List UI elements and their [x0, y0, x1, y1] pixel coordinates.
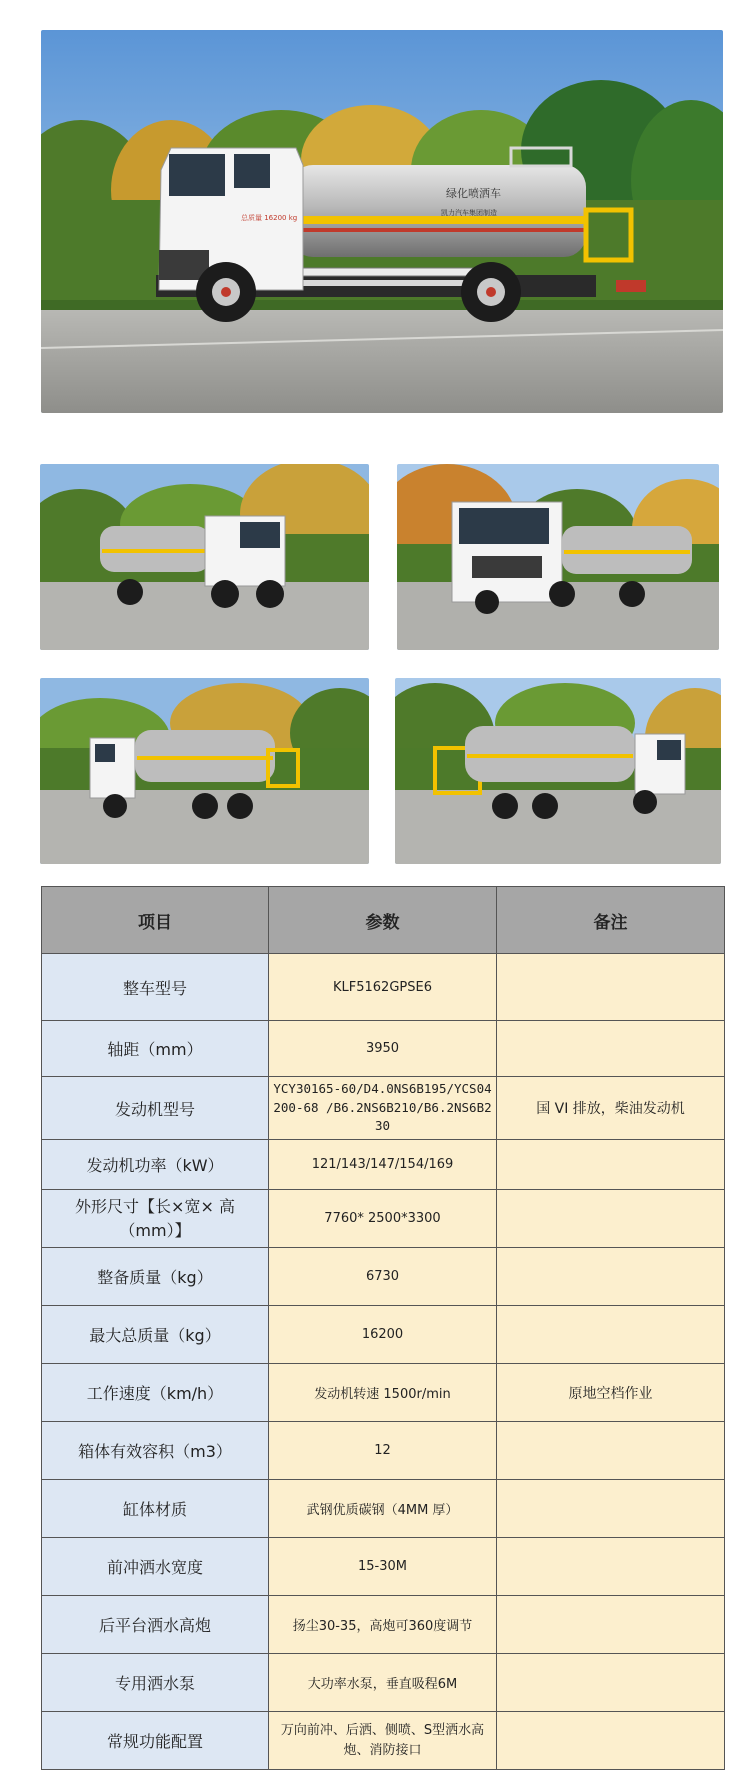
truck-photo-right-rear [395, 678, 721, 864]
note-cell [497, 1248, 725, 1306]
table-row [42, 1596, 725, 1654]
note-cell [497, 1306, 725, 1364]
table-row [42, 1422, 725, 1480]
item-cell: 发动机型号 [42, 1077, 269, 1140]
item-cell: 轴距（mm） [42, 1021, 269, 1077]
value-cell: 扬尘30-35，高炮可360度调节 [269, 1596, 497, 1654]
table-row [42, 1077, 725, 1140]
table-row [42, 1248, 725, 1306]
value-cell: 万向前冲、后洒、侧喷、S型洒水高炮、消防接口 [269, 1712, 497, 1770]
value-cell: 3950 [269, 1021, 497, 1077]
item-cell: 外形尺寸【长×宽× 高（mm）】 [42, 1190, 269, 1248]
item-cell: 常规功能配置 [42, 1712, 269, 1770]
header-item: 项目 [42, 887, 269, 954]
hero-truck-photo [41, 30, 723, 413]
table-row [42, 1306, 725, 1364]
truck-illustration [156, 148, 646, 322]
value-cell: 16200 [269, 1306, 497, 1364]
value-cell: 12 [269, 1422, 497, 1480]
note-cell [497, 1480, 725, 1538]
table-header-row [42, 887, 725, 954]
spec-table [41, 886, 725, 1770]
value-cell: YCY30165-60/D4.0NS6B195/YCS04200-68 /B6.2NS6B210/B6.2NS6B230 [269, 1077, 497, 1140]
tank-title: 绿化喷洒车 [446, 187, 501, 200]
item-cell: 前冲洒水宽度 [42, 1538, 269, 1596]
note-cell [497, 954, 725, 1021]
item-cell: 最大总质量（kg） [42, 1306, 269, 1364]
door-weight-text: 总质量 16200 kg [241, 214, 298, 222]
truck-photo-front [397, 464, 719, 650]
value-cell: 大功率水泵，垂直吸程6M [269, 1654, 497, 1712]
table-row [42, 1712, 725, 1770]
table-row [42, 1480, 725, 1538]
note-cell [497, 1654, 725, 1712]
value-cell: 15-30M [269, 1538, 497, 1596]
value-cell: KLF5162GPSE6 [269, 954, 497, 1021]
table-row [42, 1654, 725, 1712]
note-cell [497, 1596, 725, 1654]
header-param: 参数 [269, 887, 497, 954]
table-row [42, 1140, 725, 1190]
item-cell: 工作速度（km/h） [42, 1364, 269, 1422]
truck-photo-left-rear [40, 678, 369, 864]
table-row [42, 1364, 725, 1422]
value-cell: 发动机转速 1500r/min [269, 1364, 497, 1422]
header-note: 备注 [497, 887, 725, 954]
note-cell [497, 1140, 725, 1190]
table-row [42, 1538, 725, 1596]
tank-maker-text: 凯力汽车集团制造 [441, 209, 497, 217]
item-cell: 箱体有效容积（m3） [42, 1422, 269, 1480]
table-row [42, 1021, 725, 1077]
note-cell: 原地空档作业 [497, 1364, 725, 1422]
item-cell: 整备质量（kg） [42, 1248, 269, 1306]
note-cell [497, 1538, 725, 1596]
table-row [42, 1190, 725, 1248]
note-cell [497, 1422, 725, 1480]
item-cell: 发动机功率（kW） [42, 1140, 269, 1190]
note-cell: 国 VI 排放，柴油发动机 [497, 1077, 725, 1140]
item-cell: 专用洒水泵 [42, 1654, 269, 1712]
item-cell: 缸体材质 [42, 1480, 269, 1538]
table-row [42, 954, 725, 1021]
value-cell: 7760* 2500*3300 [269, 1190, 497, 1248]
item-cell: 后平台洒水高炮 [42, 1596, 269, 1654]
value-cell: 6730 [269, 1248, 497, 1306]
value-cell: 武钢优质碳钢（4MM 厚） [269, 1480, 497, 1538]
truck-photo-left-front [40, 464, 369, 650]
item-cell: 整车型号 [42, 954, 269, 1021]
value-cell: 121/143/147/154/169 [269, 1140, 497, 1190]
note-cell [497, 1021, 725, 1077]
note-cell [497, 1712, 725, 1770]
note-cell [497, 1190, 725, 1248]
